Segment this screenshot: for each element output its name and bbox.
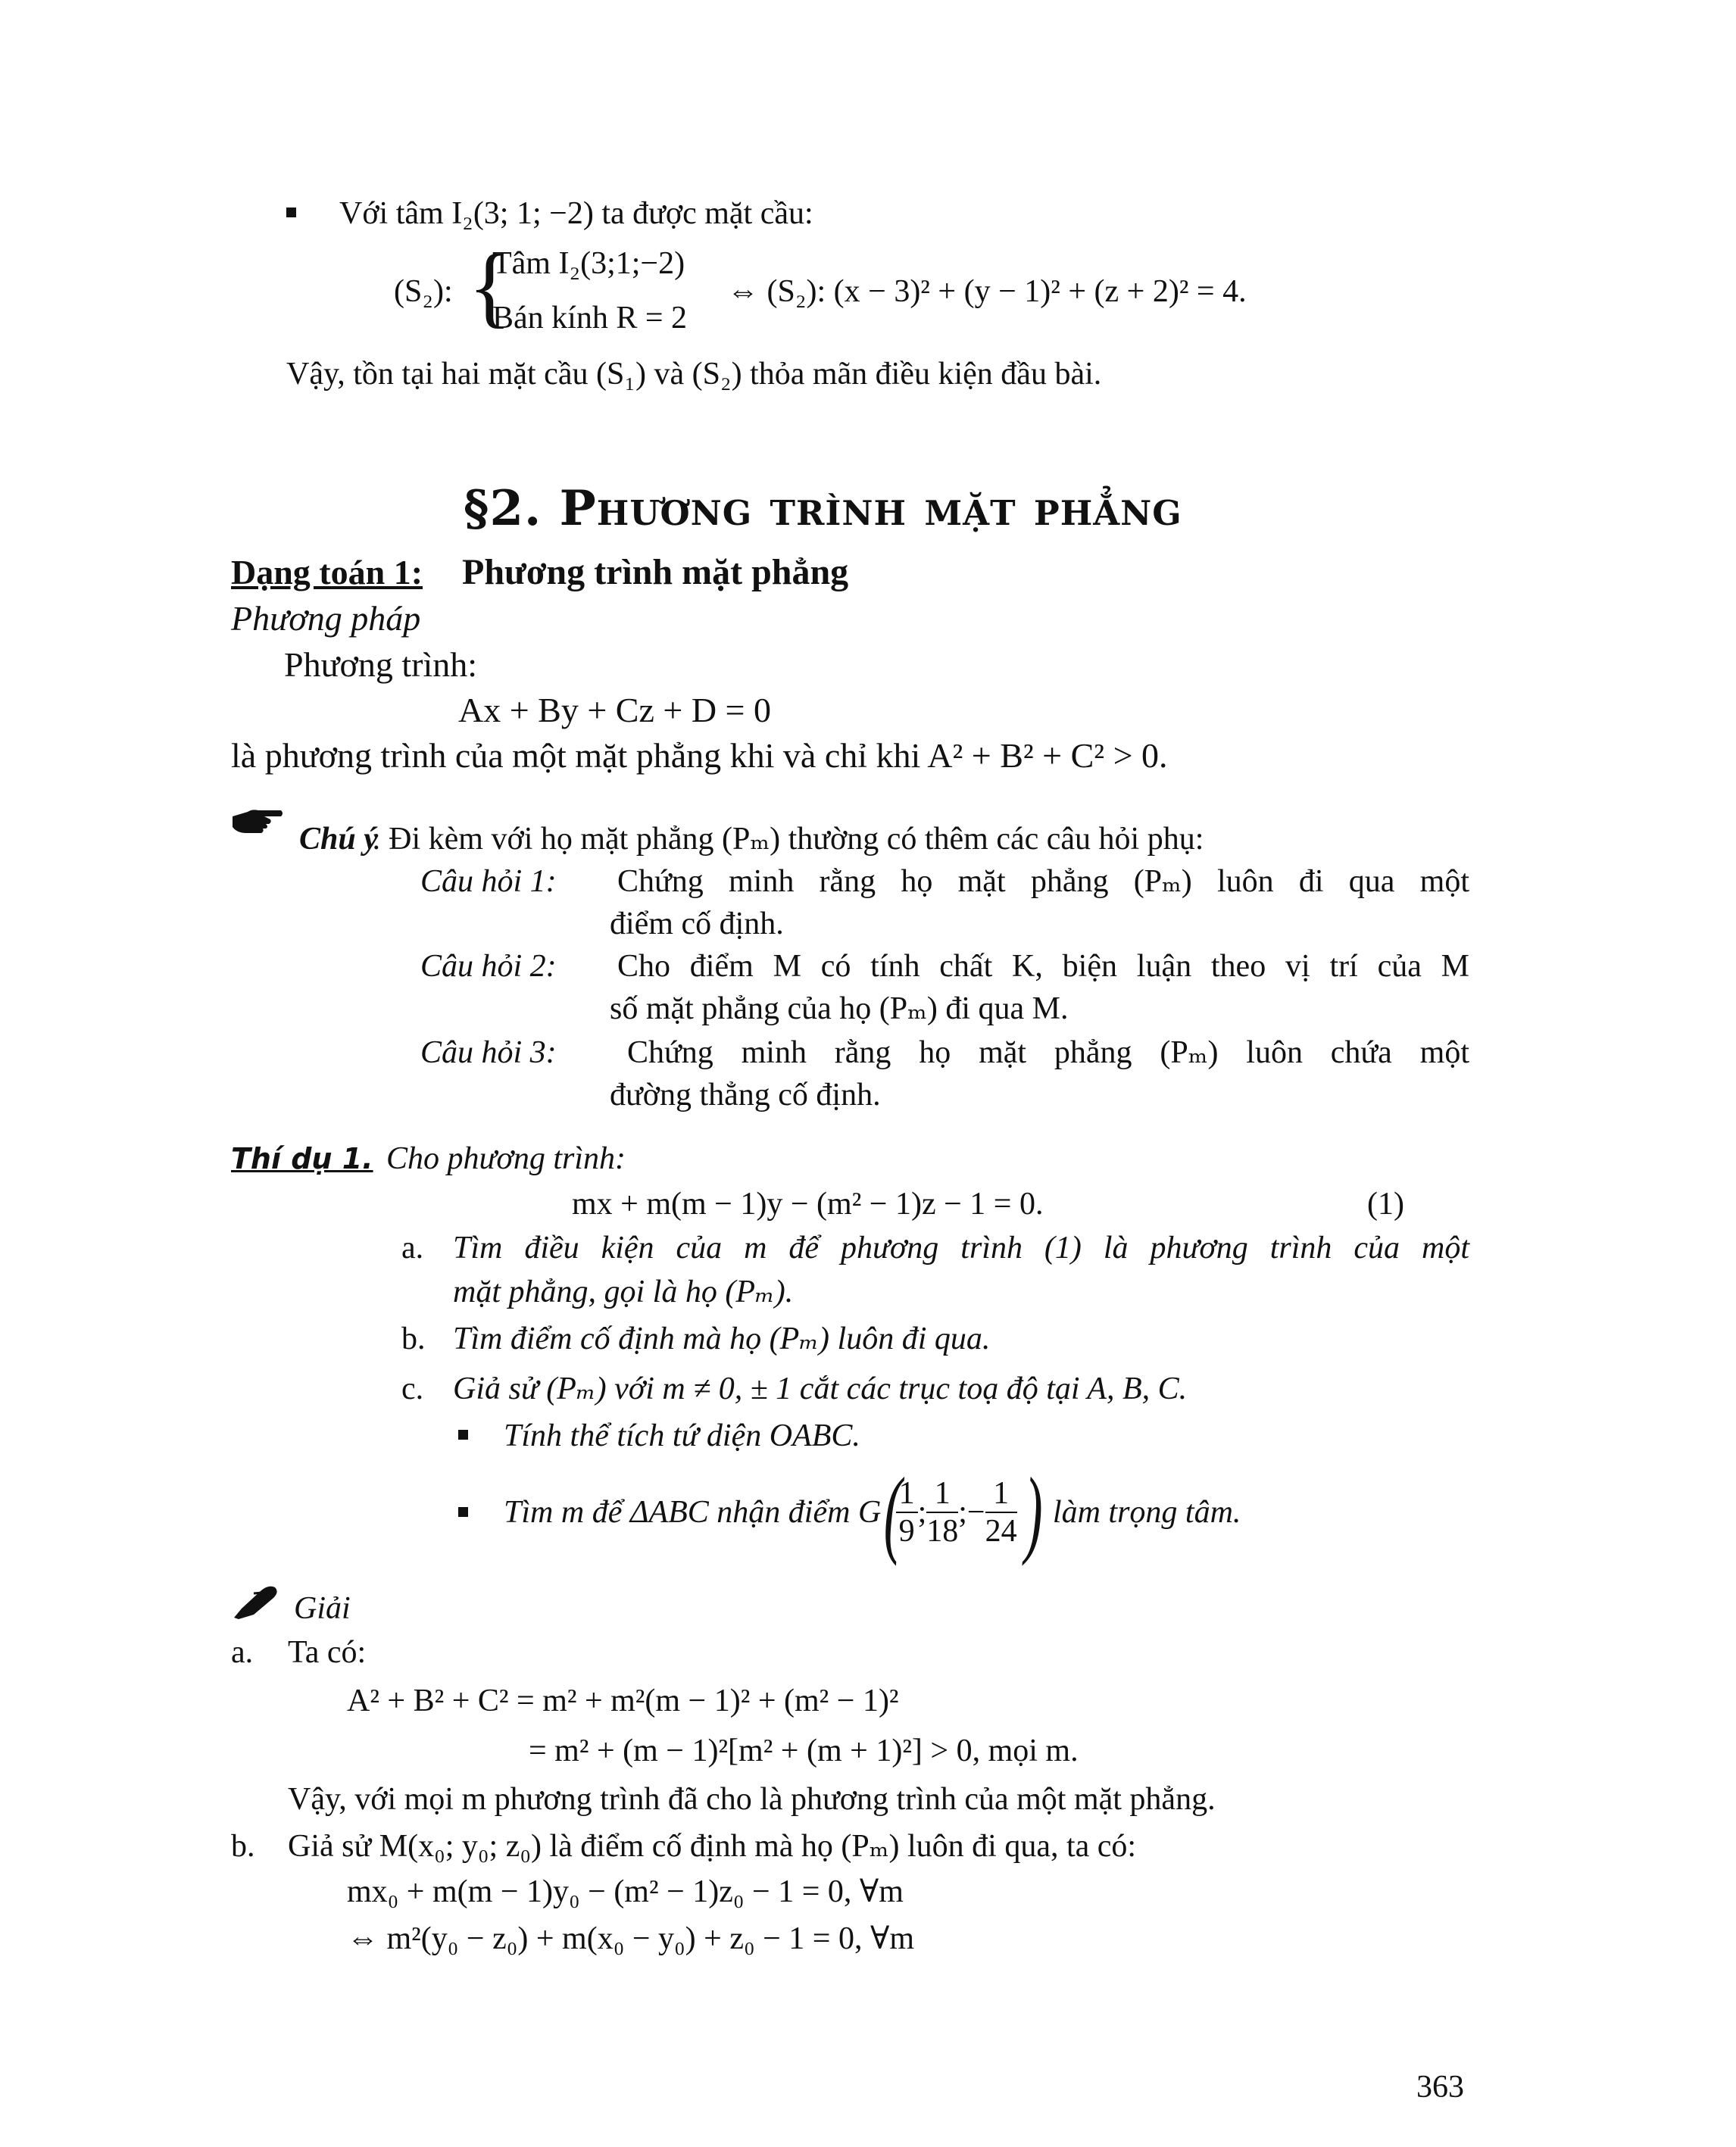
bullet-marker — [286, 208, 296, 217]
sol-a-eq1: A² + B² + C² = m² + m²(m − 1)² + (m² − 1)² — [347, 1684, 899, 1718]
bullet-2-text: Tìm m để ΔABC nhận điểm G ( $\frac{1}{9}$ ; $\frac{1}{18}$ ; − $\frac{1}{24}$ ) làm trọng tâm. — [504, 1458, 1241, 1567]
plane-equation: Ax + By + Cz + D = 0 — [458, 691, 771, 729]
part-c-marker: c. — [401, 1372, 424, 1406]
section-title: §2. Phương trình mặt phẳng — [464, 480, 1182, 537]
example-intro: Cho phương trình: — [386, 1141, 626, 1176]
writing-hand-icon — [231, 1583, 281, 1624]
type-title: Phương trình mặt phẳng — [462, 552, 849, 592]
question-3-line1: Chứng minh rằng họ mặt phẳng (Pₘ) luôn chứa một — [627, 1035, 1469, 1070]
sphere2-equation: ⇔ (S₂): (x − 3)² + (y − 1)² + (z + 2)² = 4. — [727, 274, 1247, 309]
question-1-label: Câu hỏi 1: — [420, 864, 557, 899]
bullet-2-post: làm trọng tâm. — [1052, 1495, 1241, 1530]
bullet-1-text: Tính thể tích tứ diện OABC. — [504, 1418, 860, 1453]
question-2-line1: Cho điểm M có tính chất K, biện luận theo vị trí của M — [617, 949, 1469, 984]
page-number: 363 — [1416, 2070, 1464, 2105]
part-b-text: Tìm điểm cố định mà họ (Pₘ) luôn đi qua. — [453, 1322, 991, 1356]
bullet-marker — [458, 1507, 468, 1517]
note-text: : Đi kèm với họ mặt phẳng (Pₘ) thường có thêm các câu hỏi phụ: — [372, 822, 1204, 857]
sphere2-intro: Với tâm I₂(3; 1; −2) ta được mặt cầu: — [339, 196, 813, 231]
system-brace: { — [468, 236, 512, 336]
sol-b-marker: b. — [231, 1829, 255, 1864]
question-3-line2: đường thẳng cố định. — [610, 1078, 881, 1113]
left-paren: ( — [884, 1458, 902, 1567]
sol-a-eq2: = m² + (m − 1)²[m² + (m + 1)²] > 0, mọi m. — [529, 1734, 1079, 1768]
sol-b-intro: Giả sử M(x₀; y₀; z₀) là điểm cố định mà họ (Pₘ) luôn đi qua, ta có: — [288, 1829, 1137, 1864]
sol-a-marker: a. — [231, 1635, 254, 1670]
bullet-marker — [458, 1430, 468, 1440]
fraction-2: $\frac{1}{18}$ — [926, 1476, 959, 1549]
sphere2-radius: Bán kính R = 2 — [492, 301, 688, 335]
right-paren: ) — [1024, 1458, 1043, 1567]
question-2-label: Câu hỏi 2: — [420, 949, 557, 984]
hand-pointer-icon — [231, 806, 284, 840]
example-equation-number: (1) — [1367, 1187, 1404, 1222]
question-1-line2: điểm cố định. — [610, 907, 784, 941]
sphere2-conclusion: Vậy, tồn tại hai mặt cầu (S₁) và (S₂) thỏa mãn điều kiện đầu bài. — [286, 357, 1102, 392]
part-a-line1: Tìm điều kiện của m để phương trình (1) là phương trình của một — [453, 1231, 1469, 1265]
question-1-line1: Chứng minh rằng họ mặt phẳng (Pₘ) luôn đi qua một — [617, 864, 1469, 899]
question-3-label: Câu hỏi 3: — [420, 1035, 557, 1070]
fraction-3: $\frac{1}{24}$ — [985, 1476, 1017, 1549]
part-b-marker: b. — [401, 1322, 426, 1356]
equation-intro: Phương trình: — [284, 645, 477, 684]
question-2-line2: số mặt phẳng của họ (Pₘ) đi qua M. — [610, 991, 1069, 1026]
part-c-text: Giả sử (Pₘ) với m ≠ 0, ± 1 cắt các trục toạ độ tại A, B, C. — [453, 1372, 1188, 1406]
type-label: Dạng toán 1: — [231, 553, 423, 591]
sol-a-intro: Ta có: — [288, 1635, 367, 1670]
example-equation: mx + m(m − 1)y − (m² − 1)z − 1 = 0. — [572, 1187, 1044, 1222]
part-a-marker: a. — [401, 1231, 424, 1265]
solution-label: Giải — [294, 1591, 351, 1626]
part-a-line2: mặt phẳng, gọi là họ (Pₘ). — [453, 1275, 794, 1309]
bullet-2-pre: Tìm m để ΔABC nhận điểm G — [504, 1495, 882, 1530]
sol-b-eq2: ⇔ m²(y₀ − z₀) + m(x₀ − y₀) + z₀ − 1 = 0, ∀m — [347, 1921, 915, 1956]
fraction-1: $\frac{1}{9}$ — [896, 1475, 918, 1549]
sphere2-center: Tâm I₂(3;1;−2) — [492, 246, 685, 281]
sphere2-label: (S₂): — [394, 274, 453, 309]
plane-condition: là phương trình của một mặt phẳng khi và chỉ khi A² + B² + C² > 0. — [231, 736, 1168, 775]
method-label: Phương pháp — [231, 599, 421, 638]
example-label: Thí dụ 1. — [231, 1142, 373, 1175]
note-label: Chú ý — [299, 822, 378, 857]
sol-b-eq1: mx₀ + m(m − 1)y₀ − (m² − 1)z₀ − 1 = 0, ∀m — [347, 1874, 904, 1909]
sol-a-conclusion: Vậy, với mọi m phương trình đã cho là phương trình của một mặt phẳng. — [288, 1782, 1216, 1817]
